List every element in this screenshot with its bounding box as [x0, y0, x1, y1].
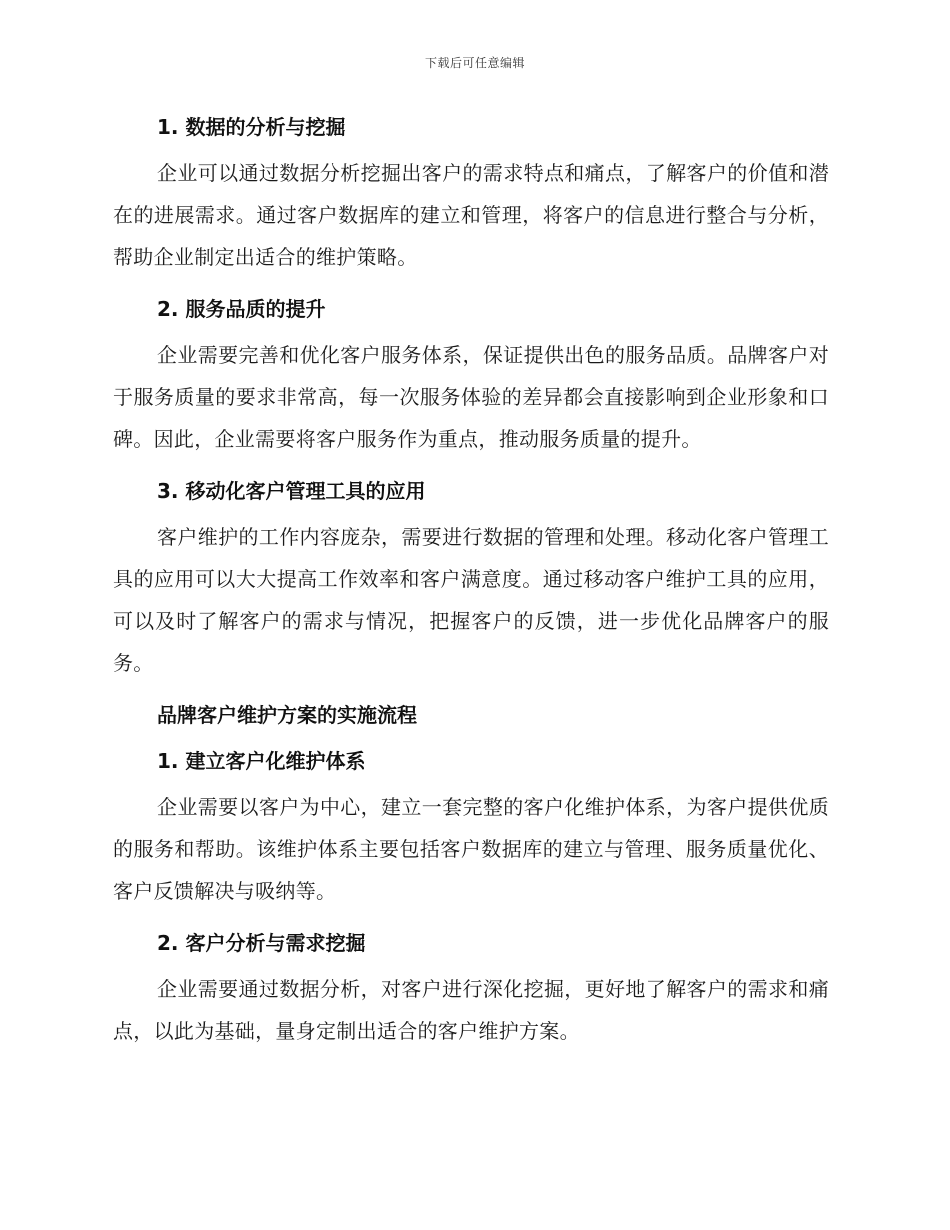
paragraph-service-quality: 企业需要完善和优化客户服务体系，保证提供出色的服务品质。品牌客户对于服务质量的要求非常高，每一次服务体验的差异都会直接影响到企业形象和口碑。因此，企业需要将客户服务作为重点，推动服务质量的提升。: [113, 343, 829, 451]
section-heading-service-quality: 2. 服务品质的提升: [157, 297, 326, 321]
section-heading-mobile-tools: 3. 移动化客户管理工具的应用: [157, 479, 426, 503]
section-heading-customer-analysis: 2. 客户分析与需求挖掘: [157, 931, 366, 955]
paragraph-mobile-tools: 客户维护的工作内容庞杂，需要进行数据的管理和处理。移动化客户管理工具的应用可以大大提高工作效率和客户满意度。通过移动客户维护工具的应用，可以及时了解客户的需求与情况，把握客户的反馈，进一步优化品牌客户的服务。: [113, 525, 829, 675]
section-heading-implementation-process: 品牌客户维护方案的实施流程: [157, 703, 417, 727]
section-heading-data-analysis: 1. 数据的分析与挖掘: [157, 115, 346, 139]
paragraph-data-analysis: 企业可以通过数据分析挖掘出客户的需求特点和痛点，了解客户的价值和潜在的进展需求。通过客户数据库的建立和管理，将客户的信息进行整合与分析，帮助企业制定出适合的维护策略。: [113, 161, 829, 269]
paragraph-maintenance-system: 企业需要以客户为中心，建立一套完整的客户化维护体系，为客户提供优质的服务和帮助。该维护体系主要包括客户数据库的建立与管理、服务质量优化、客户反馈解决与吸纳等。: [113, 795, 829, 903]
page-header-note: 下载后可任意编辑: [424, 56, 525, 70]
section-heading-maintenance-system: 1. 建立客户化维护体系: [157, 749, 366, 773]
paragraph-customer-analysis: 企业需要通过数据分析，对客户进行深化挖掘，更好地了解客户的需求和痛点，以此为基础，量身定制出适合的客户维护方案。: [113, 977, 829, 1043]
document-body: [113, 106, 829, 1062]
